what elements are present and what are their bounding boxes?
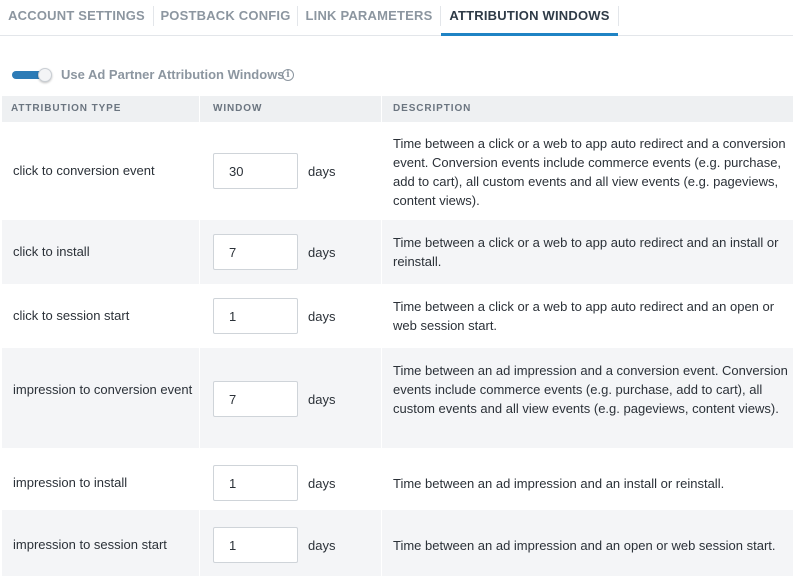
window-unit: days [308,245,336,260]
tab-postback-config[interactable]: POSTBACK CONFIG [160,8,291,23]
description-cell: Time between an ad impression and an open or web session start. [393,538,776,553]
attribution-type-cell: impression to session start [13,537,167,552]
toggle-knob [38,68,52,82]
window-unit: days [308,309,336,324]
tab-attribution-windows[interactable]: ATTRIBUTION WINDOWS [441,0,618,36]
header-attribution-type: ATTRIBUTION TYPE [11,103,122,114]
info-icon[interactable]: i [282,69,294,81]
window-unit: days [308,538,336,553]
attribution-type-cell: click to conversion event [13,163,155,178]
window-input-impression-to-session[interactable] [213,527,298,563]
window-input-click-to-conversion[interactable] [213,153,298,189]
column-divider [381,348,382,448]
tab-separator [618,6,619,26]
column-divider [381,220,382,284]
description-cell: Time between an ad impression and a conversion event. Conversion events include commerce events (e.g. purchase, add to cart), all custom events and all view events (e.g. pageviews, content views). [393,363,788,416]
column-divider [199,220,200,284]
column-divider [381,96,382,122]
column-divider [381,510,382,576]
window-input-impression-to-install[interactable] [213,465,298,501]
description-cell: Time between an ad impression and an install or reinstall. [393,476,725,491]
attribution-type-cell: click to session start [13,308,130,323]
description-cell: Time between a click or a web to app auto redirect and a conversion event. Conversion events include commerce events (e.g. purchase, add to cart), all custom events and all view events (e.g. pageviews, content views). [393,136,786,208]
ad-partner-windows-toggle[interactable] [12,69,50,81]
window-unit: days [308,392,336,407]
window-input-impression-to-conversion[interactable] [213,381,298,417]
window-unit: days [308,164,336,179]
window-input-click-to-session[interactable] [213,298,298,334]
header-window: WINDOW [213,103,263,114]
window-input-click-to-install[interactable] [213,234,298,270]
header-description: DESCRIPTION [393,103,472,114]
column-divider [199,348,200,448]
table-row [2,284,793,348]
settings-tabs [0,0,793,36]
column-divider [199,510,200,576]
table-row [2,220,793,284]
toggle-label: Use Ad Partner Attribution Windows [61,67,285,82]
attribution-type-cell: click to install [13,244,90,259]
table-row [2,348,793,448]
table-row [2,448,793,510]
table-row [2,122,793,220]
column-divider [199,96,200,122]
table-header [2,96,793,122]
tab-account-settings[interactable]: ACCOUNT SETTINGS [8,8,145,23]
tab-link-parameters[interactable]: LINK PARAMETERS [305,8,433,23]
window-unit: days [308,476,336,491]
description-cell: Time between a click or a web to app auto redirect and an open or web session start. [393,299,775,333]
attribution-type-cell: impression to install [13,475,128,490]
table-row [2,510,793,576]
description-cell: Time between a click or a web to app auto redirect and an install or reinstall. [393,235,779,269]
attribution-type-cell: impression to conversion event [13,382,193,397]
